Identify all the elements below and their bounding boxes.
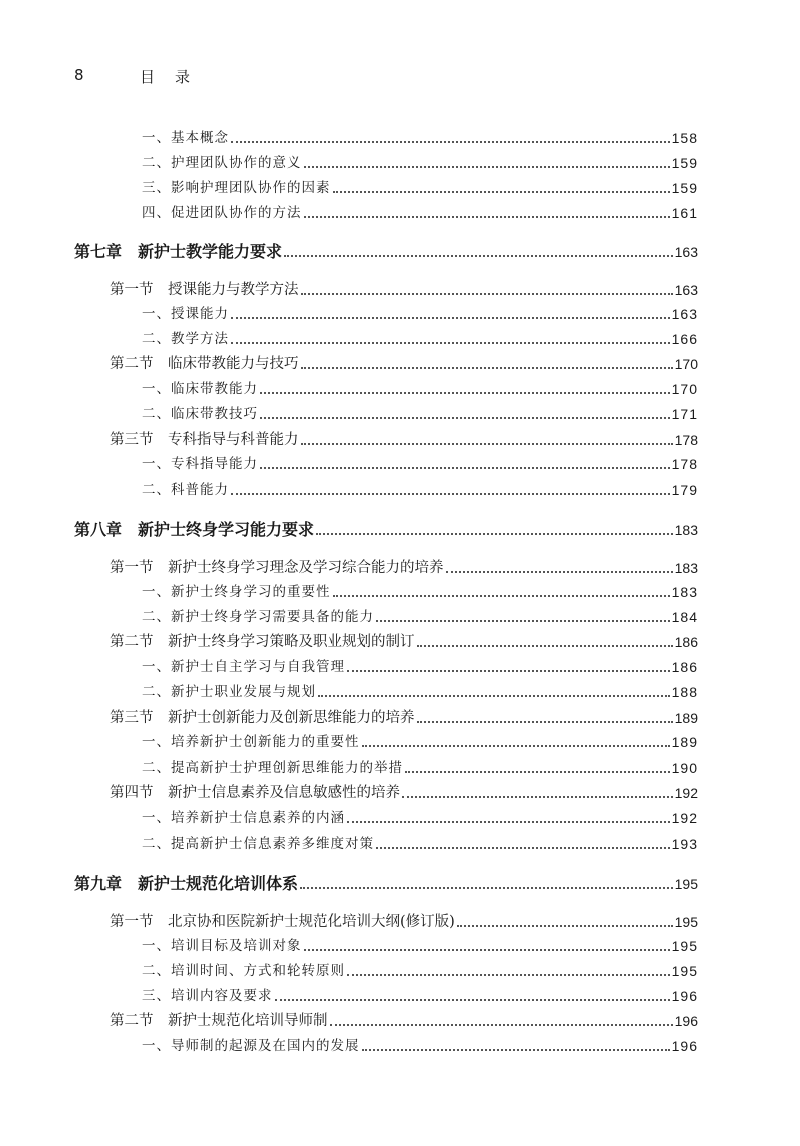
toc-entry-page: 195 <box>671 938 698 954</box>
toc-sub-entry <box>142 580 698 604</box>
toc-section-entry <box>110 352 698 376</box>
toc-entry-title: 第七章 新护士教学能力要求 <box>74 242 283 261</box>
toc-entry-page: 159 <box>671 155 698 171</box>
dot-leader <box>446 571 673 573</box>
toc-sub-entry <box>142 680 698 704</box>
toc-entry-page: 192 <box>674 785 698 801</box>
toc-entry-page: 183 <box>674 560 698 576</box>
toc-sub-entry <box>142 302 698 326</box>
toc-entry-title: 第四节 新护士信息素养及信息敏感性的培养 <box>110 785 400 801</box>
toc-entry-page: 179 <box>671 482 698 498</box>
dot-leader <box>260 467 670 469</box>
toc-sub-entry <box>142 832 698 856</box>
toc-sub-entry <box>142 605 698 629</box>
dot-leader <box>362 1049 670 1051</box>
toc-entry-page: 163 <box>674 282 698 298</box>
toc-entry-page: 171 <box>671 406 698 422</box>
toc-entry-title: 三、影响护理团队协作的因素 <box>142 180 331 196</box>
toc-sub-entry <box>142 377 698 401</box>
toc-entry-page: 166 <box>671 331 698 347</box>
dot-leader <box>318 695 670 697</box>
dot-leader <box>300 887 673 889</box>
toc-entry-title: 第一节 授课能力与教学方法 <box>110 282 299 298</box>
toc-sub-entry <box>142 655 698 679</box>
dot-leader <box>231 342 670 344</box>
toc-entry-page: 193 <box>671 836 698 852</box>
toc-section-entry <box>110 1009 698 1033</box>
dot-leader <box>260 392 670 394</box>
toc-entry-title: 二、护理团队协作的意义 <box>142 155 302 171</box>
toc-entry-page: 178 <box>674 432 698 448</box>
toc-entry-title: 第二节 新护士规范化培训导师制 <box>110 1013 328 1029</box>
toc-entry-page: 170 <box>674 356 698 372</box>
toc-entry-page: 178 <box>671 456 698 472</box>
toc-entry-title: 第三节 新护士创新能力及创新思维能力的培养 <box>110 710 415 726</box>
toc-entry-title: 一、授课能力 <box>142 306 229 322</box>
toc-sub-entry <box>142 934 698 958</box>
toc-section-entry <box>110 428 698 452</box>
toc-entry-page: 158 <box>671 130 698 146</box>
dot-leader <box>457 925 673 927</box>
toc-entry-page: 196 <box>671 1038 698 1054</box>
toc-entry-title: 一、新护士终身学习的重要性 <box>142 584 331 600</box>
toc-sub-entry <box>142 984 698 1008</box>
dot-leader <box>301 443 673 445</box>
toc-sub-entry <box>142 126 698 150</box>
dot-leader <box>333 191 670 193</box>
toc-entry-title: 二、新护士终身学习需要具备的能力 <box>142 609 374 625</box>
toc-entry-title: 一、培训目标及培训对象 <box>142 938 302 954</box>
toc-sub-entry <box>142 151 698 175</box>
toc-sub-entry <box>142 756 698 780</box>
toc-entry-title: 二、新护士职业发展与规划 <box>142 684 316 700</box>
toc-sub-entry <box>142 176 698 200</box>
toc-sub-entry <box>142 1034 698 1058</box>
toc-entry-page: 159 <box>671 180 698 196</box>
toc-entry-page: 183 <box>671 584 698 600</box>
dot-leader <box>347 821 670 823</box>
toc-entry-page: 188 <box>671 684 698 700</box>
toc-entry-page: 161 <box>671 205 698 221</box>
toc-section-entry <box>110 278 698 302</box>
toc-entry-title: 一、培养新护士信息素养的内涵 <box>142 810 345 826</box>
dot-leader <box>405 771 670 773</box>
toc-section-entry <box>110 781 698 805</box>
toc-entry-title: 四、促进团队协作的方法 <box>142 205 302 221</box>
toc-entry-title: 二、培训时间、方式和轮转原则 <box>142 963 345 979</box>
toc-entry-title: 第二节 新护士终身学习策略及职业规划的制订 <box>110 634 415 650</box>
dot-leader <box>301 293 673 295</box>
toc-sub-entry <box>142 806 698 830</box>
dot-leader <box>347 670 670 672</box>
toc-entry-page: 195 <box>674 914 698 930</box>
toc-section-entry <box>110 910 698 934</box>
dot-leader <box>402 796 673 798</box>
toc-section-entry <box>110 706 698 730</box>
toc-entry-page: 196 <box>671 988 698 1004</box>
toc-entry-title: 二、临床带教技巧 <box>142 406 258 422</box>
toc-entry-page: 190 <box>671 760 698 776</box>
toc-entry-page: 186 <box>674 634 698 650</box>
toc-sub-entry <box>142 402 698 426</box>
page-title: 目录 <box>140 68 211 86</box>
dot-leader <box>304 166 670 168</box>
page-number: 8 <box>74 66 84 84</box>
toc-entry-title: 第八章 新护士终身学习能力要求 <box>74 520 315 539</box>
dot-leader <box>231 141 670 143</box>
toc-entry-title: 第二节 临床带教能力与技巧 <box>110 356 299 372</box>
dot-leader <box>304 949 670 951</box>
toc-entry-title: 一、专科指导能力 <box>142 456 258 472</box>
toc-chapter-entry <box>74 240 698 264</box>
toc-sub-entry <box>142 201 698 225</box>
dot-leader <box>304 216 670 218</box>
toc-entry-title: 第一节 北京协和医院新护士规范化培训大纲(修订版) <box>110 914 455 930</box>
toc-entry-page: 186 <box>671 659 698 675</box>
toc-entry-page: 189 <box>671 734 698 750</box>
dot-leader <box>275 999 670 1001</box>
toc-entry-title: 一、基本概念 <box>142 130 229 146</box>
dot-leader <box>417 645 673 647</box>
toc-entry-page: 170 <box>671 381 698 397</box>
toc-entry-title: 一、培养新护士创新能力的重要性 <box>142 734 360 750</box>
dot-leader <box>376 847 670 849</box>
toc-entry-title: 二、教学方法 <box>142 331 229 347</box>
toc-entry-page: 183 <box>674 522 698 538</box>
toc-entry-title: 第一节 新护士终身学习理念及学习综合能力的培养 <box>110 560 444 576</box>
dot-leader <box>260 417 670 419</box>
toc-section-entry <box>110 630 698 654</box>
toc-entry-page: 163 <box>674 244 698 260</box>
toc-entry-page: 196 <box>674 1013 698 1029</box>
dot-leader <box>347 974 670 976</box>
dot-leader <box>284 255 673 257</box>
toc-chapter-entry <box>74 872 698 896</box>
dot-leader <box>333 595 670 597</box>
toc-entry-title: 一、新护士自主学习与自我管理 <box>142 659 345 675</box>
toc-section-entry <box>110 556 698 580</box>
toc-entry-title: 二、提高新护士护理创新思维能力的举措 <box>142 760 403 776</box>
dot-leader <box>330 1024 673 1026</box>
toc-entry-title: 二、科普能力 <box>142 482 229 498</box>
toc-entry-title: 第三节 专科指导与科普能力 <box>110 432 299 448</box>
dot-leader <box>316 533 673 535</box>
toc-sub-entry <box>142 959 698 983</box>
toc-entry-page: 189 <box>674 710 698 726</box>
dot-leader <box>231 493 670 495</box>
dot-leader <box>376 620 670 622</box>
toc-sub-entry <box>142 478 698 502</box>
toc-sub-entry <box>142 327 698 351</box>
dot-leader <box>417 721 673 723</box>
toc-entry-title: 一、导师制的起源及在国内的发展 <box>142 1038 360 1054</box>
dot-leader <box>362 745 670 747</box>
toc-entry-title: 第九章 新护士规范化培训体系 <box>74 874 299 893</box>
toc-entry-title: 一、临床带教能力 <box>142 381 258 397</box>
toc-chapter-entry <box>74 518 698 542</box>
dot-leader <box>301 367 673 369</box>
toc-entry-page: 163 <box>671 306 698 322</box>
toc-entry-page: 195 <box>674 876 698 892</box>
toc-sub-entry <box>142 730 698 754</box>
toc-entry-title: 二、提高新护士信息素养多维度对策 <box>142 836 374 852</box>
dot-leader <box>231 317 670 319</box>
toc-entry-page: 192 <box>671 810 698 826</box>
toc-entry-page: 195 <box>671 963 698 979</box>
toc-entry-page: 184 <box>671 609 698 625</box>
toc-entry-title: 三、培训内容及要求 <box>142 988 273 1004</box>
toc-sub-entry <box>142 452 698 476</box>
